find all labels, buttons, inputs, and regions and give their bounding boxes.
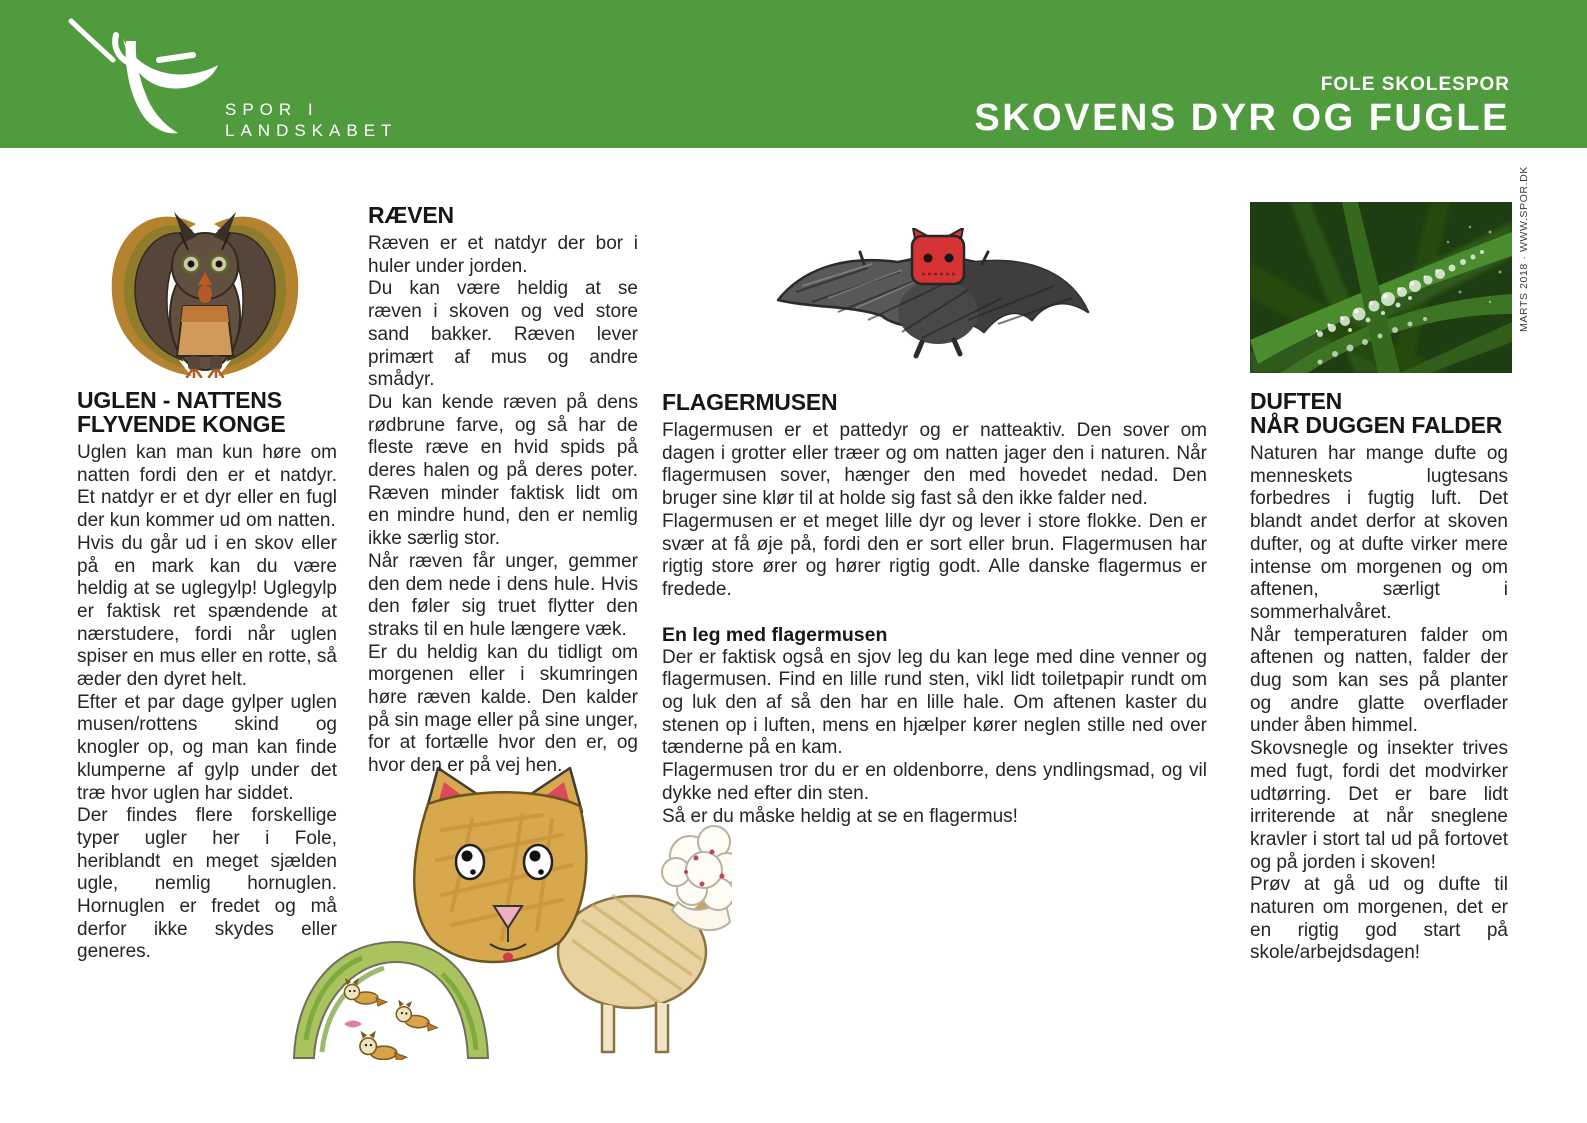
paragraph: Der findes flere forskellige typer ugler her i Fole, heriblandt en meget sjælden ugle, nemlig hornuglen. Hornuglen er fredet og må derfor ikke skydes eller generes. bbox=[77, 805, 337, 963]
dew-grass-photo bbox=[1250, 202, 1512, 373]
paragraph: Ræven er et natdyr der bor i huler under jorden. bbox=[368, 233, 638, 277]
paragraph: Naturen har mange dufte og menneskets lugtesans forbedres i fugtig luft. Det blandt andet derfor at skoven dufter, og at dufte virker mere intense om morgenen og om aftenen, særligt i sommerhalvåret. bbox=[1250, 443, 1508, 623]
article-bat bbox=[662, 390, 1207, 828]
paragraph: Efter et par dage gylper uglen musen/rottens skind og knogler op, og man kan finde klumperne af gylp under det træ hvor uglen har siddet. bbox=[77, 691, 337, 804]
paragraph: Flagermusen er et meget lille dyr og lever i store flokke. Den er svær at få øje på, fordi den er sort eller brun. Flagermusen har rigtig store ører og hører rigtig godt. Alle danske flagermus er fredede. bbox=[662, 510, 1207, 600]
page-title: SKOVENS DYR OG FUGLE bbox=[974, 97, 1510, 139]
owl-drawing bbox=[100, 198, 310, 378]
paragraph: Flagermusen tror du er en oldenborre, dens yndlingsmad, og vil dykke ned efter din sten. bbox=[662, 760, 1207, 804]
bat-drawing-figure bbox=[772, 228, 1092, 360]
paragraph: Når temperaturen falder om aftenen og natten, falder der dug som kan ses på planter og andre glatte overflader under åben himmel. bbox=[1250, 624, 1508, 737]
article-owl-heading-line1: UGLEN - NATTENS bbox=[77, 387, 282, 413]
article-fox-heading: RÆVEN bbox=[368, 202, 454, 228]
paragraph: Uglen kan man kun høre om natten fordi den er et natdyr. Et natdyr er et dyr eller en fugl der kun kommer ud om natten. bbox=[77, 442, 337, 532]
logo-wordmark bbox=[225, 99, 397, 141]
paragraph: Der er faktisk også en sjov leg du kan lege med dine venner og flagermusen. Find en lille rund sten, vikl lidt toiletpapir rundt om og luk den af så den har en lille hale. Om aftenen kaster du stenen op i luften, mens en hjælper kører neglen stille ned over tænderne på en kam. bbox=[662, 646, 1207, 759]
paragraph: Så er du måske heldig at se en flagermus! bbox=[662, 805, 1018, 827]
article-scent-heading bbox=[1250, 389, 1508, 437]
paragraph: Du kan kende ræven på dens rødbrune farve, og så har de fleste ræve en hvid spids på deres halen og på deres poter. Ræven minder faktisk lidt om en mindre hund, den er nemlig ikke særlig stor. bbox=[368, 391, 638, 550]
paragraph: Du kan være heldig at se ræven i skoven og ved store sand bakker. Ræven lever primært af mus og andre smådyr. bbox=[368, 278, 638, 391]
article-scent-heading-line2: NÅR DUGGEN FALDER bbox=[1250, 412, 1503, 438]
article-bat-heading: FLAGERMUSEN bbox=[662, 389, 838, 415]
article-scent bbox=[1250, 389, 1508, 965]
logo-line2: LANDSKABET bbox=[225, 121, 398, 140]
article-scent-heading-line1: DUFTEN bbox=[1250, 388, 1343, 414]
paragraph: Hvis du går ud i en skov eller på en mark kan du være heldig at se uglegylp! Uglegylp er faktisk ret spændende at nærstudere, fordi når uglen spiser en mus eller en rotte, så æder den dyret helt. bbox=[77, 532, 337, 691]
edge-caption: MARTS 2018 · WWW.SPOR.DK bbox=[1518, 166, 1530, 332]
header-titles bbox=[974, 74, 1510, 139]
paragraph: Når ræven får unger, gemmer den dem nede i dens hule. Hvis den føler sig truet flytter den straks til en hule længere væk. bbox=[368, 550, 638, 640]
article-owl bbox=[77, 388, 337, 964]
header-kicker: FOLE SKOLESPOR bbox=[1320, 74, 1510, 95]
header-bar bbox=[0, 0, 1587, 148]
article-fox bbox=[368, 203, 638, 778]
bat-drawing bbox=[772, 228, 1092, 360]
dew-grass-photo-figure bbox=[1250, 202, 1512, 373]
owl-drawing-figure bbox=[100, 198, 310, 378]
logo-line1: SPOR I bbox=[225, 100, 319, 119]
paragraph: Skovsnegle og insekter trives med fugt, fordi det modvirker udtørring. Det er bare lidt irriterende at når sneglene kravler i stort tal ud på fortovet og på jorden i skoven! bbox=[1250, 738, 1508, 873]
paragraph: Flagermusen er et pattedyr og er natteaktiv. Den sover om dagen i grotter eller træer og om natten jager den i naturen. Når flagermusen sover, hænger den med hovedet nedad. Den bruger sine klør til at holde sig fast så den ikke falder ned. bbox=[662, 420, 1207, 510]
article-owl-heading bbox=[77, 388, 337, 436]
article-owl-heading-line2: FLYVENDE KONGE bbox=[77, 411, 286, 437]
paragraph: Prøv at gå ud og dufte til naturen om morgenen, det er en rigtig god start på skole/arbejdsdagen! bbox=[1250, 874, 1508, 964]
paragraph: Er du heldig kan du tidligt om morgenen eller i skumringen høre ræven kalde. Den kalder på sin mage eller på sine unger, for at fortælle hvor den er, og hvor den er på vej hen. bbox=[368, 641, 638, 777]
bat-game-subheading: En leg med flagermusen bbox=[662, 623, 888, 646]
